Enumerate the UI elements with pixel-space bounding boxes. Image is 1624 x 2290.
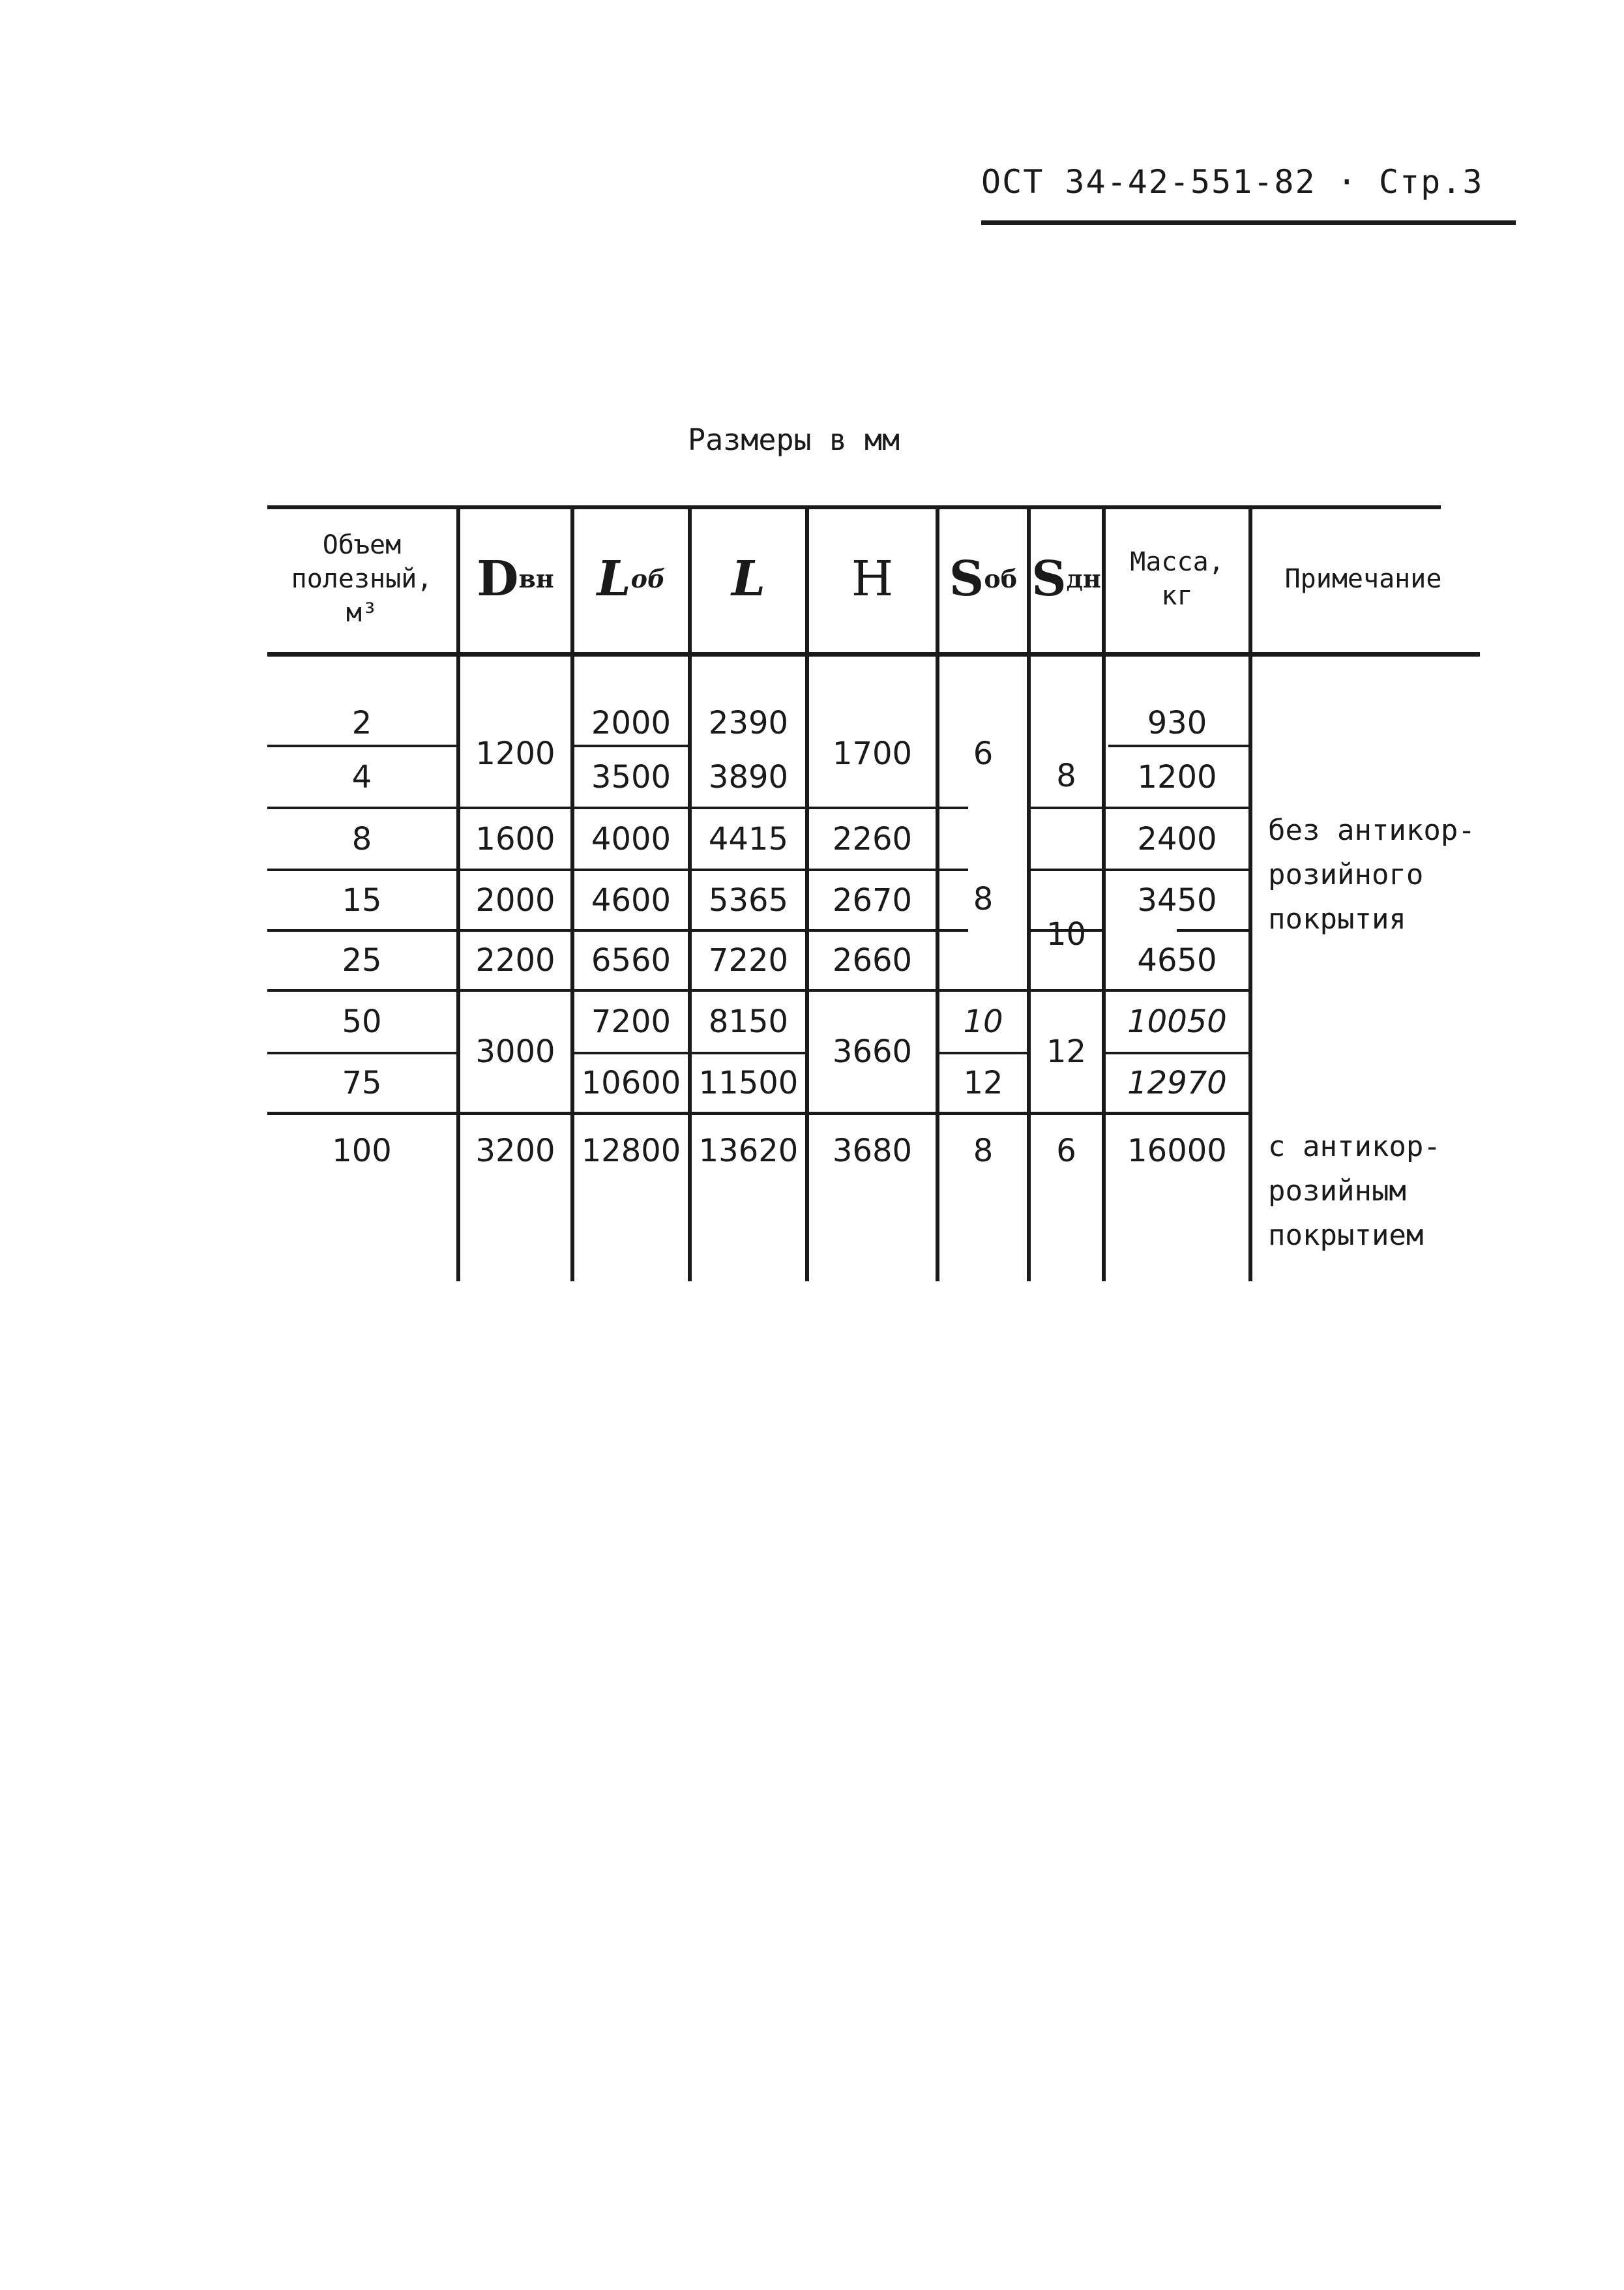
cell-l-shell: 4600 (591, 882, 672, 919)
header-lob-base: L (597, 550, 631, 607)
cell-s-shell: 12 (963, 1065, 1003, 1101)
cell-d-inner: 3000 (475, 1033, 555, 1070)
cell-volume: 15 (342, 882, 382, 919)
cell-mass: 10050 (1127, 1004, 1227, 1040)
cell-l-total: 4415 (708, 820, 789, 857)
cell-l-total: 8150 (708, 1004, 789, 1040)
header-mass (1106, 505, 1248, 652)
cell-s-bottom: 6 (1056, 1133, 1076, 1169)
header-height: H (851, 550, 894, 607)
cell-s-shell: 6 (973, 736, 994, 772)
header-d-sub: вн (518, 564, 554, 593)
header-sdn-base: S (1031, 550, 1067, 607)
cell-l-shell: 12800 (581, 1133, 681, 1169)
cell-mass: 2400 (1137, 820, 1217, 857)
cell-mass: 12970 (1127, 1065, 1227, 1101)
cell-d-inner: 1200 (475, 736, 555, 772)
cell-s-shell: 8 (973, 1133, 994, 1169)
header-sob-base: S (949, 550, 984, 607)
header-volume-text: Объем полезный, м³ (291, 529, 433, 628)
cell-d-inner: 2000 (475, 882, 555, 919)
cell-l-total: 2390 (708, 704, 789, 741)
note-with-coating (1268, 1125, 1441, 1258)
header-inner-diameter (460, 505, 570, 652)
header-rule (981, 220, 1516, 225)
header-shell-thickness (939, 505, 1027, 652)
note-line: с антикор- (1268, 1130, 1441, 1163)
cell-l-shell: 10600 (581, 1065, 681, 1101)
header-sob-sub: об (984, 564, 1018, 593)
header-mass-text: Масса, кг (1130, 546, 1224, 611)
cell-d-inner: 3200 (475, 1133, 555, 1169)
cell-mass: 16000 (1127, 1133, 1227, 1169)
cell-l-shell: 7200 (591, 1004, 672, 1040)
units-caption: Размеры в мм (688, 423, 900, 457)
cell-s-bottom: 12 (1046, 1033, 1087, 1070)
header-total-length: L (731, 550, 766, 607)
cell-volume: 50 (342, 1004, 382, 1040)
header-note: Примечание (1284, 563, 1442, 594)
note-no-coating (1268, 809, 1475, 942)
dimensions-table (267, 505, 1480, 1281)
cell-l-shell: 6560 (591, 942, 672, 979)
document-code: ОСТ 34-42-551-82 · Стр.3 (981, 163, 1484, 201)
cell-mass: 4650 (1137, 942, 1217, 979)
cell-l-shell: 3500 (591, 758, 672, 796)
header-lob-sub: об (630, 564, 666, 593)
cell-height: 2670 (832, 882, 913, 919)
cell-s-shell: 10 (963, 1004, 1003, 1040)
note-line: покрытием (1268, 1219, 1424, 1253)
cell-volume: 25 (342, 942, 382, 979)
cell-l-total: 11500 (698, 1065, 799, 1101)
cell-volume: 2 (351, 704, 372, 741)
header-shell-length (574, 505, 688, 652)
cell-mass: 930 (1147, 704, 1207, 741)
note-line: розийного (1268, 858, 1424, 892)
cell-s-bottom: 10 (1046, 916, 1087, 953)
cell-l-total: 3890 (708, 758, 789, 796)
header-d-base: D (477, 550, 519, 607)
header-volume (267, 505, 456, 652)
header-sdn-sub: дн (1066, 564, 1101, 593)
cell-height: 3660 (832, 1033, 913, 1070)
cell-volume: 8 (351, 820, 372, 857)
cell-l-total: 13620 (698, 1133, 799, 1169)
cell-mass: 3450 (1137, 882, 1217, 919)
cell-s-shell: 8 (973, 881, 994, 917)
note-line: розийным (1268, 1174, 1406, 1208)
cell-height: 3680 (832, 1133, 913, 1169)
cell-s-bottom: 8 (1056, 758, 1076, 794)
cell-l-total: 7220 (708, 942, 789, 979)
note-line: покрытия (1268, 902, 1406, 936)
cell-volume: 75 (342, 1065, 382, 1101)
cell-l-shell: 4000 (591, 820, 672, 857)
cell-d-inner: 2200 (475, 942, 555, 979)
cell-d-inner: 1600 (475, 820, 555, 857)
header-bottom-rule (267, 652, 1480, 657)
cell-volume: 4 (351, 758, 372, 796)
header-bottom-thickness (1031, 505, 1102, 652)
cell-height: 2260 (832, 820, 913, 857)
note-line: без антикор- (1268, 814, 1475, 847)
cell-l-total: 5365 (708, 882, 789, 919)
cell-volume: 100 (332, 1133, 392, 1169)
cell-mass: 1200 (1137, 758, 1217, 796)
cell-height: 1700 (832, 736, 913, 772)
cell-height: 2660 (832, 942, 913, 979)
cell-l-shell: 2000 (591, 704, 672, 741)
